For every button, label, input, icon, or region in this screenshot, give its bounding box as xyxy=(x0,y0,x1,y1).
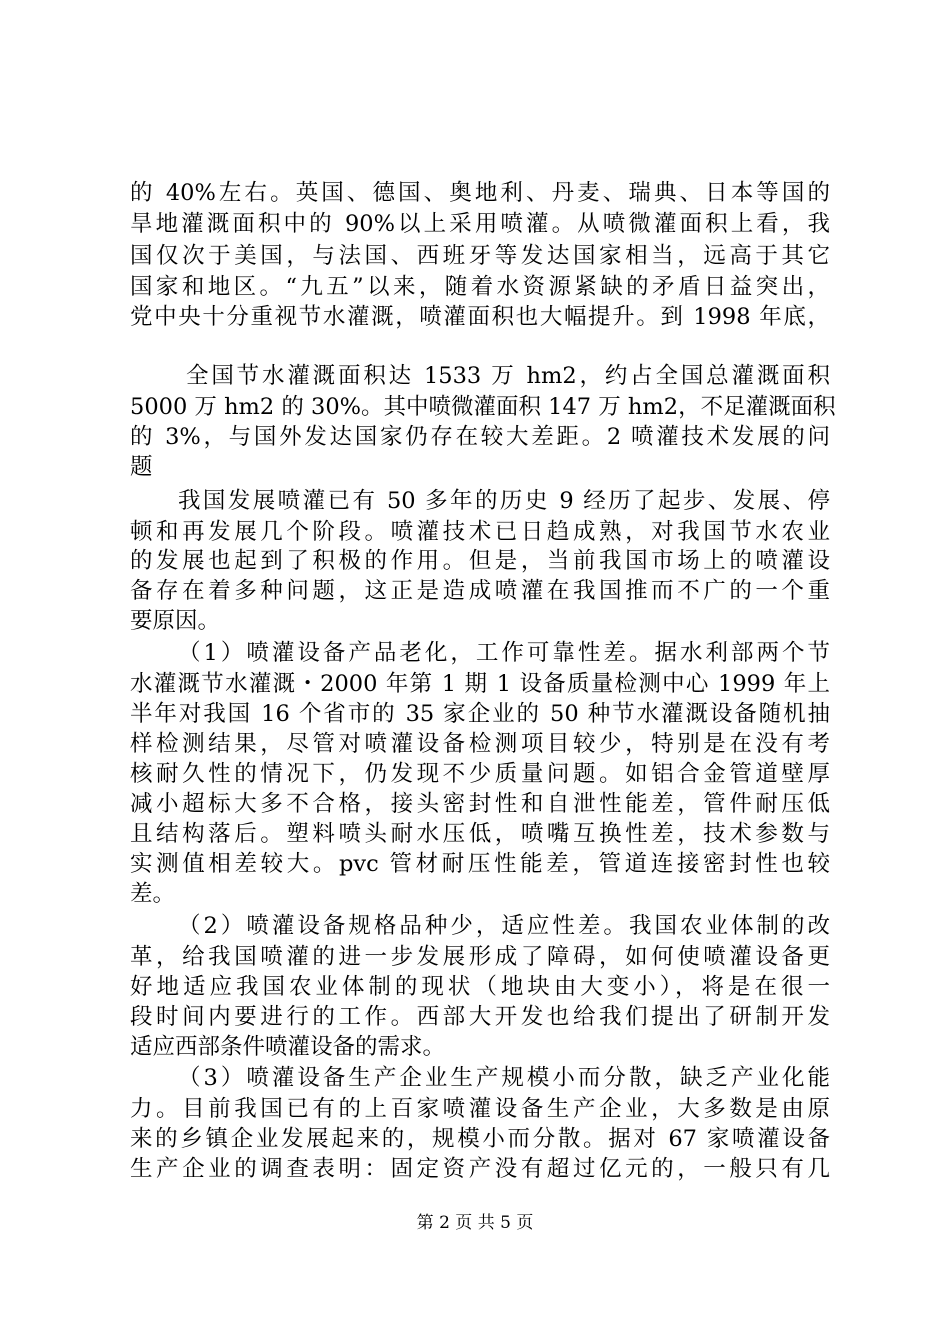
text-line: 革，给我国喷灌的进一步发展形成了障碍，如何使喷灌设备更 xyxy=(130,944,830,970)
text-line: 题 xyxy=(130,454,153,480)
text-line: 国家和地区。“九五”以来，随着水资源紧缺的矛盾日益突出， xyxy=(130,274,830,300)
text-line: 我国发展喷灌已有 50 多年的历史 9 经历了起步、发展、停 xyxy=(178,488,830,514)
text-line: 生产企业的调查表明：固定资产没有超过亿元的，一般只有几 xyxy=(130,1156,830,1182)
text-line: （3）喷灌设备生产企业生产规模小而分散，缺乏产业化能 xyxy=(178,1065,830,1091)
text-line: 样检测结果，尽管对喷灌设备检测项目较少，特别是在没有考 xyxy=(130,731,830,757)
text-line: 力。目前我国已有的上百家喷灌设备生产企业，大多数是由原 xyxy=(130,1096,830,1122)
text-line: 且结构落后。塑料喷头耐水压低，喷嘴互换性差，技术参数与 xyxy=(130,821,830,847)
text-line: 差。 xyxy=(130,881,176,907)
page-number-footer: 第 2 页 共 5 页 xyxy=(416,1213,534,1233)
text-line: 顿和再发展几个阶段。喷灌技术已日趋成熟，对我国节水农业 xyxy=(130,519,830,545)
text-line: 适应西部条件喷灌设备的需求。 xyxy=(130,1034,446,1060)
text-line: 好地适应我国农业体制的现状（地块由大变小），将是在很一 xyxy=(130,974,830,1000)
text-line: 国仅次于美国，与法国、西班牙等发达国家相当，远高于其它 xyxy=(130,243,830,269)
text-line: （1）喷灌设备产品老化，工作可靠性差。据水利部两个节 xyxy=(178,640,830,666)
text-line: 段时间内要进行的工作。西部大开发也给我们提出了研制开发 xyxy=(130,1004,830,1030)
text-line: 减小超标大多不合格，接头密封性和自泄性能差，管件耐压低 xyxy=(130,791,830,817)
text-line: （2）喷灌设备规格品种少，适应性差。我国农业体制的改 xyxy=(178,913,830,939)
text-line: 党中央十分重视节水灌溉，喷灌面积也大幅提升。到 1998 年底， xyxy=(130,304,830,330)
text-line: 5000 万 hm2 的 30%。其中喷微灌面积 147 万 hm2，不足灌溉面积 xyxy=(130,394,836,420)
text-line: 水灌溉节水灌溉・2000 年第 1 期 1 设备质量检测中心 1999 年上 xyxy=(130,671,830,697)
text-line: 来的乡镇企业发展起来的，规模小而分散。据对 67 家喷灌设备 xyxy=(130,1126,830,1152)
text-line: 要原因。 xyxy=(130,608,221,634)
text-line: 备存在着多种问题，这正是造成喷灌在我国推而不广的一个重 xyxy=(130,578,830,604)
text-line: 旱地灌溉面积中的 90%以上采用喷灌。从喷微灌面积上看，我 xyxy=(130,211,830,237)
text-line: 的 3%，与国外发达国家仍存在较大差距。2 喷灌技术发展的问 xyxy=(130,424,830,450)
text-line: 半年对我国 16 个省市的 35 家企业的 50 种节水灌溉设备随机抽 xyxy=(130,701,830,727)
text-line: 的 40%左右。英国、德国、奥地利、丹麦、瑞典、日本等国的 xyxy=(130,180,830,206)
text-line: 的发展也起到了积极的作用。但是，当前我国市场上的喷灌设 xyxy=(130,548,830,574)
text-line: 实测值相差较大。pvc 管材耐压性能差，管道连接密封性也较 xyxy=(130,851,830,877)
text-line: 核耐久性的情况下，仍发现不少质量问题。如铝合金管道壁厚 xyxy=(130,761,830,787)
text-line: 全国节水灌溉面积达 1533 万 hm2，约占全国总灌溉面积 xyxy=(186,363,830,389)
